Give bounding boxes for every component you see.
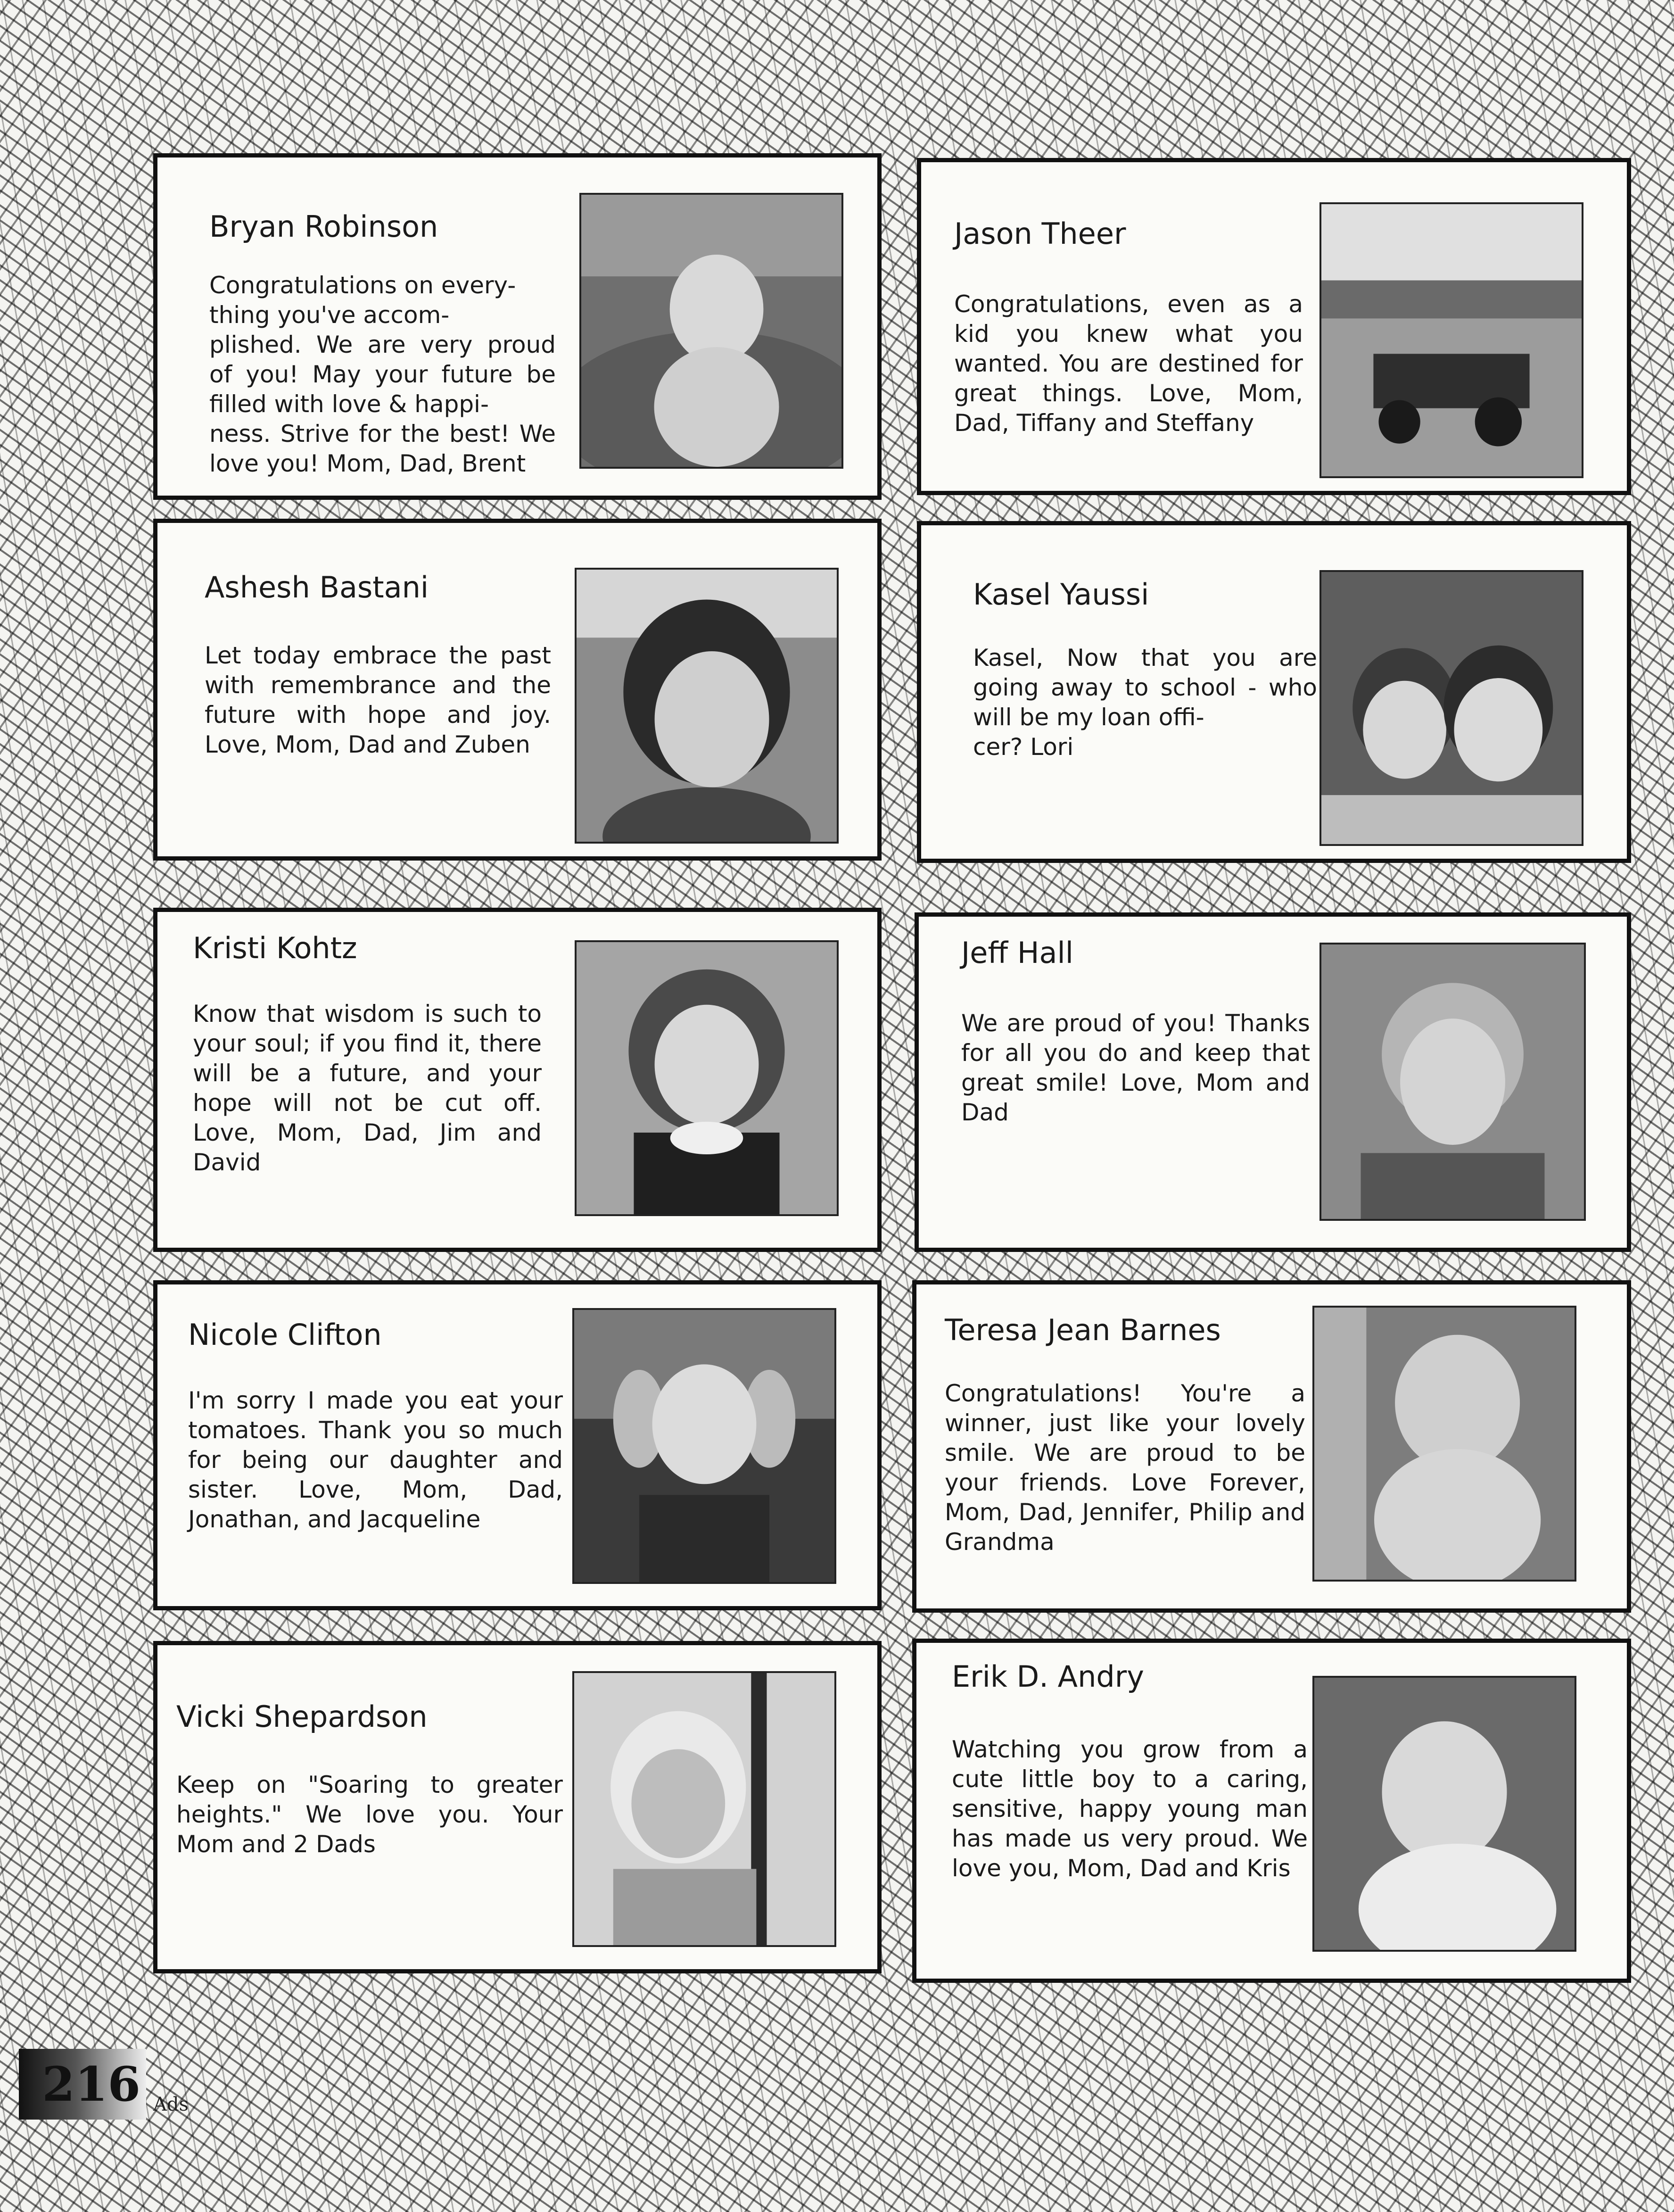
- child-photo: [572, 1308, 836, 1584]
- tribute-name: Ashesh Bastani: [205, 570, 429, 605]
- child-photo: [575, 568, 839, 844]
- tribute-message: Congratulations! You're a winner, just like your lovely smile. We are proud to be your friends. Love Forever, Mom, Dad, Jennifer, Philip and Grandma: [945, 1380, 1305, 1556]
- tribute-name: Vicki Shepardson: [176, 1699, 428, 1734]
- page-number: [19, 2049, 146, 2120]
- tribute-message: Let today embrace the past with remembrance and the future with hope and joy. Love, Mom, Dad and Zuben: [205, 642, 551, 758]
- tribute-card-ashesh-bastani: [153, 519, 882, 861]
- tribute-message: Watching you grow from a cute little boy to a caring, sensitive, happy young man has made us very proud. We love you, Mom, Dad and Kris: [952, 1736, 1308, 1882]
- tribute-name: Jeff Hall: [961, 936, 1073, 970]
- section-label: Ads: [153, 2094, 189, 2115]
- page-number-text: 216: [42, 2056, 140, 2112]
- tribute-card-teresa-jean-barnes: [912, 1280, 1631, 1613]
- tribute-message: We are proud of you! Thanks for all you do and keep that great smile! Love, Mom and Dad: [961, 1010, 1310, 1126]
- child-photo: [1319, 570, 1583, 846]
- tribute-message: Congratulations on every- thing you've accom- plished. We are very proud of you! May your future be filled with love & happi- ness. Strive for the best! We love you! Mom, Dad, Brent: [209, 272, 556, 477]
- tribute-card-erik-d-andry: [912, 1639, 1631, 1983]
- tribute-card-kasel-yaussi: [917, 521, 1631, 863]
- child-photo: [575, 940, 839, 1216]
- tribute-message: Know that wisdom is such to your soul; if you find it, there will be a future, and your hope will not be cut off. Love, Mom, Dad, Jim and David: [193, 1000, 542, 1176]
- child-photo: [572, 1671, 836, 1947]
- tribute-name: Kasel Yaussi: [973, 577, 1149, 612]
- tribute-card-kristi-kohtz: [153, 908, 882, 1252]
- tribute-name: Teresa Jean Barnes: [945, 1313, 1221, 1347]
- tribute-message: Congratulations, even as a kid you knew what you wanted. You are destined for great things. Love, Mom, Dad, Tiffany and Steffany: [954, 290, 1303, 437]
- child-photo: [1319, 202, 1583, 478]
- child-photo: [579, 193, 843, 469]
- tribute-message: Kasel, Now that you are going away to school - who will be my loan offi- cer? Lori: [973, 644, 1317, 761]
- tribute-name: Kristi Kohtz: [193, 931, 357, 965]
- tribute-name: Nicole Clifton: [188, 1317, 382, 1352]
- tribute-name: Bryan Robinson: [209, 209, 438, 244]
- tribute-name: Erik D. Andry: [952, 1659, 1144, 1694]
- tribute-card-nicole-clifton: [153, 1280, 882, 1610]
- child-photo: [1319, 943, 1586, 1221]
- tribute-name: Jason Theer: [954, 216, 1126, 251]
- tribute-message: I'm sorry I made you eat your tomatoes. Thank you so much for being our daughter and sister. Love, Mom, Dad, Jonathan, and Jacqueline: [188, 1387, 563, 1533]
- child-photo: [1312, 1306, 1576, 1582]
- tribute-card-bryan-robinson: [153, 153, 882, 500]
- tribute-card-jason-theer: [917, 158, 1631, 495]
- tribute-message: Keep on "Soaring to greater heights." We love you. Your Mom and 2 Dads: [176, 1771, 563, 1858]
- tribute-card-jeff-hall: [915, 912, 1631, 1252]
- tribute-card-vicki-shepardson: [153, 1641, 882, 1973]
- child-photo: [1312, 1676, 1576, 1952]
